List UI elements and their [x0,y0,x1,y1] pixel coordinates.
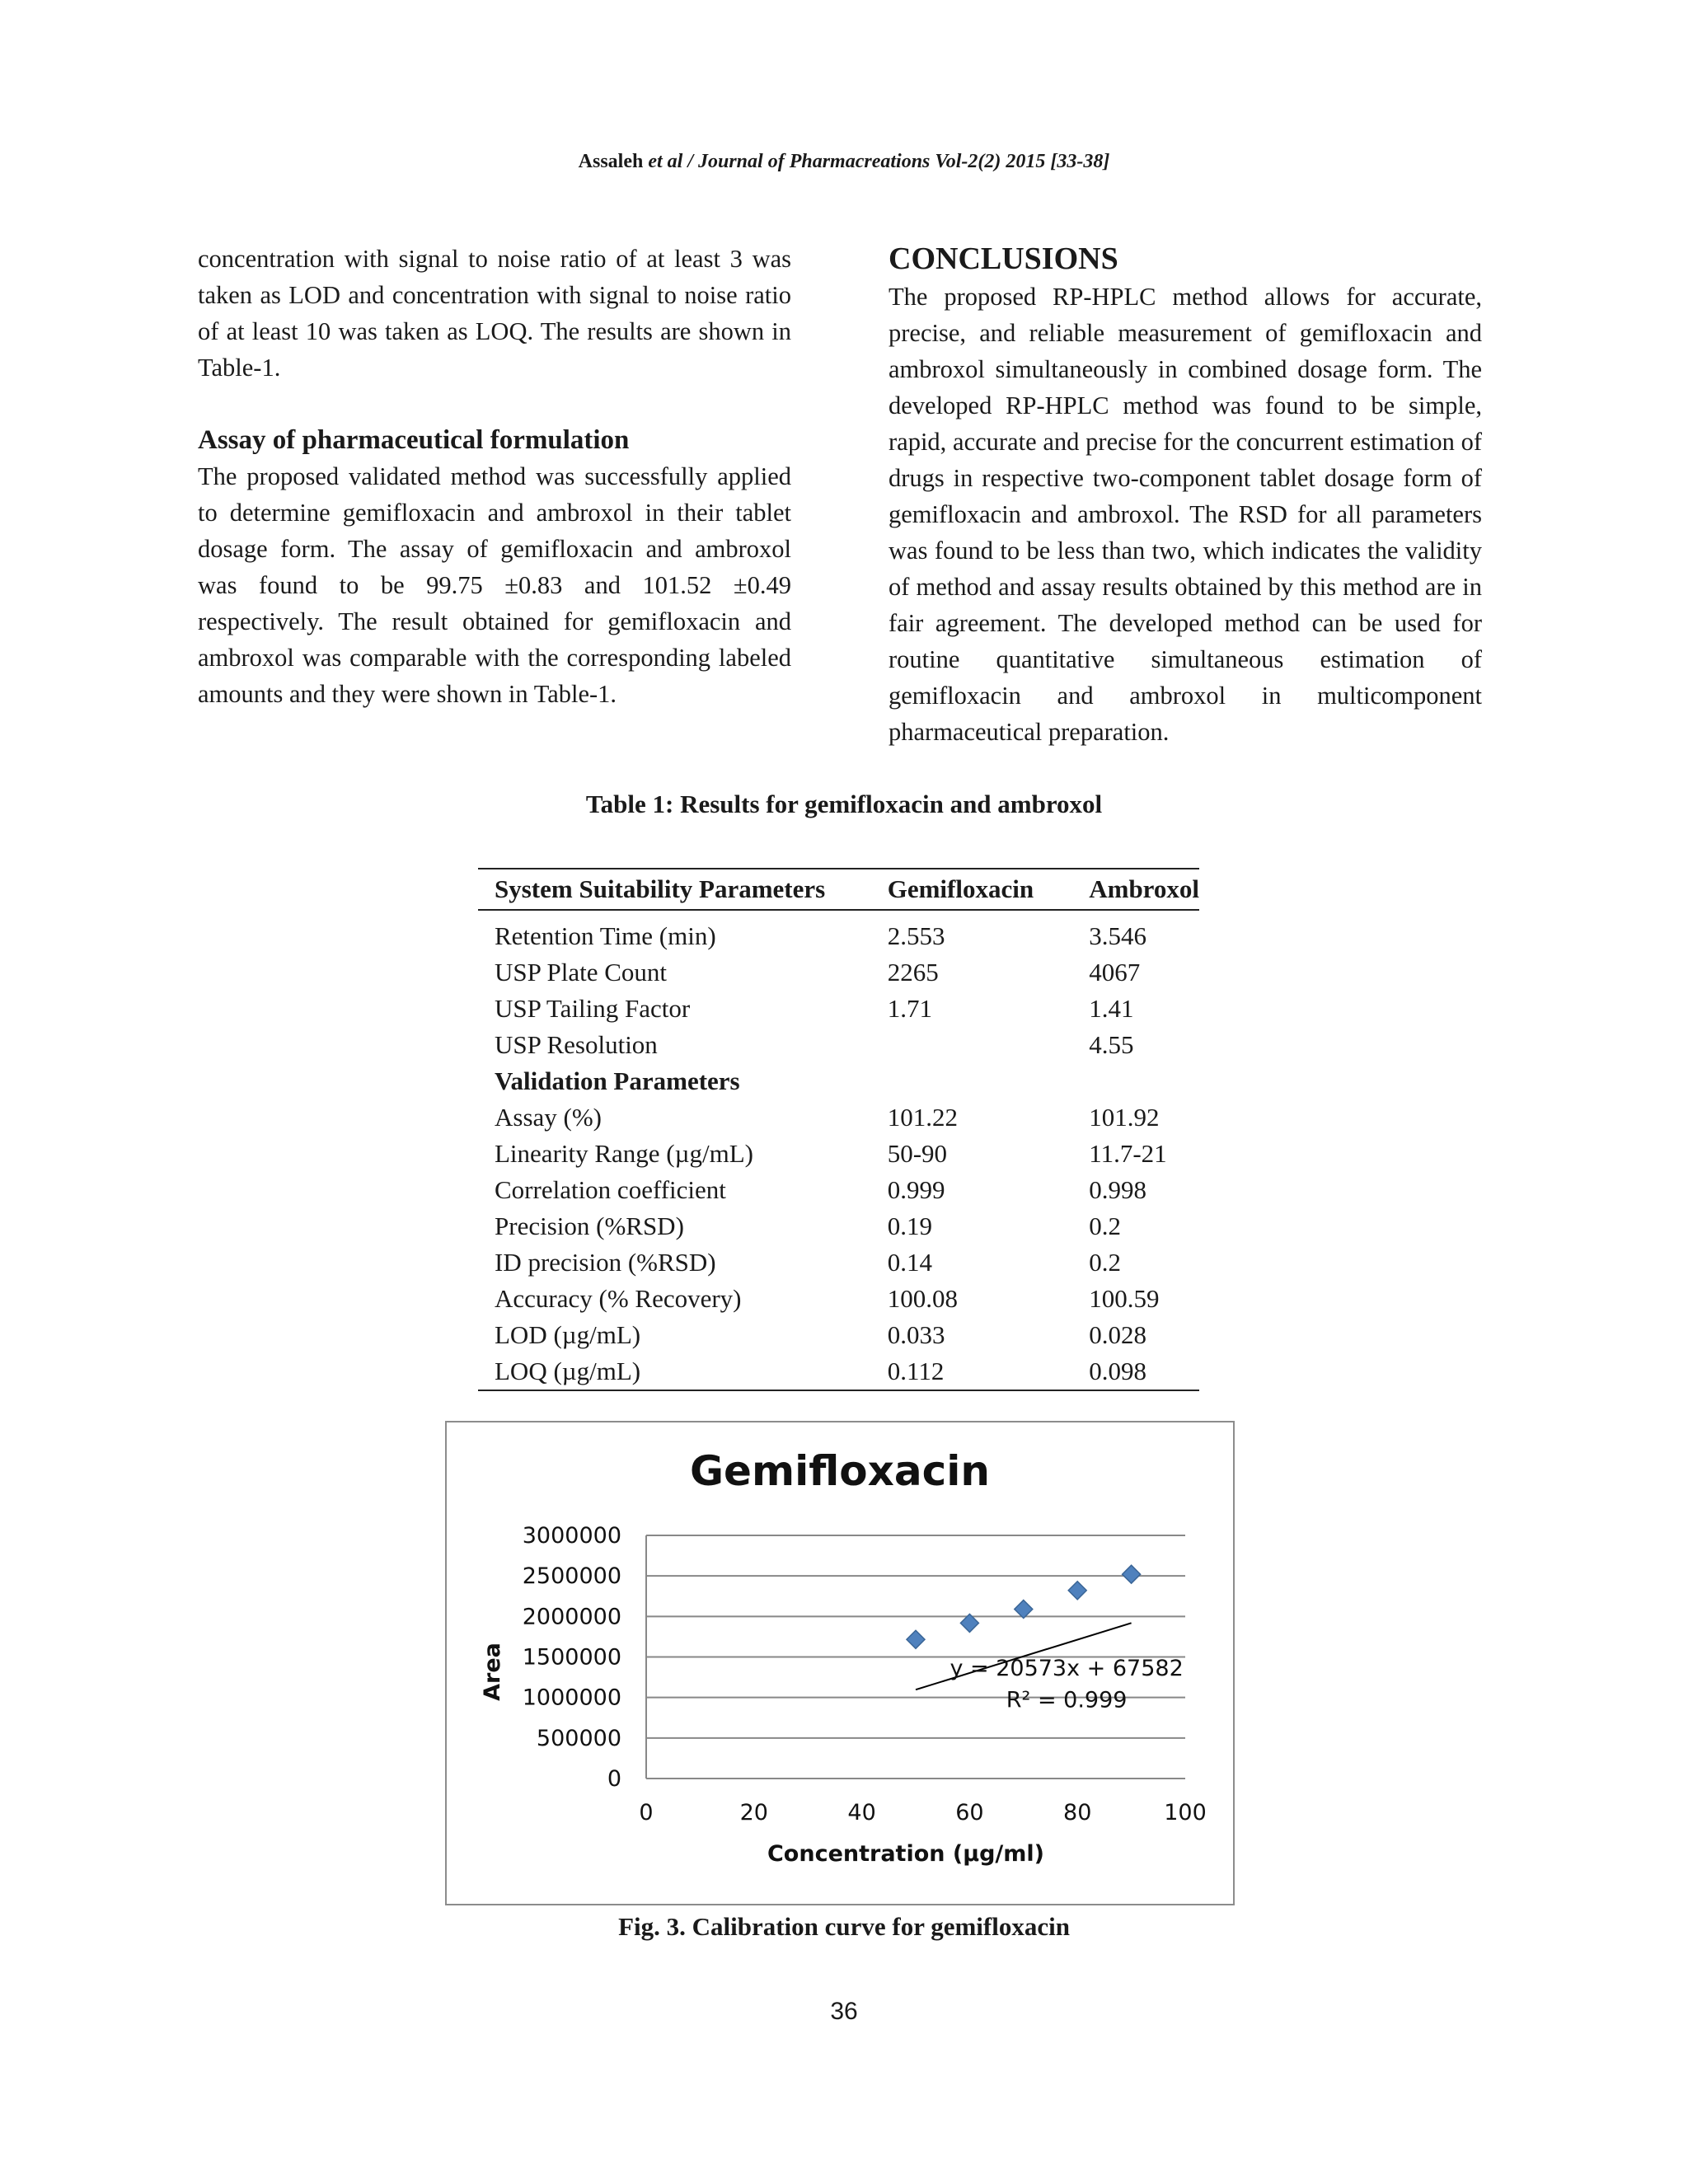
calibration-chart-frame [445,1421,1235,1905]
right-column [889,239,1482,750]
table-cell: 0.033 [887,1320,945,1349]
table-cell: 101.92 [1089,1103,1160,1132]
data-point [1123,1565,1141,1583]
table-row [478,1353,1199,1390]
validation-subheading: Validation Parameters [495,1066,740,1095]
x-tick-label: 100 [1164,1800,1207,1825]
data-point [1015,1600,1033,1618]
table-row [478,1244,1199,1281]
assay-paragraph: The proposed validated method was successfully applied to determine gemifloxacin and ambroxol in their tablet dosage form. The assay of gemifloxacin and ambroxol was found to be 99.75 ±0.83 and 101.52 ±0.49 respectively. The result obtained for gemifloxacin and ambroxol was comparable with the corresponding labeled amounts and they were shown in Table-1. [198,462,791,708]
y-tick-label: 0 [607,1766,621,1792]
conclusions-paragraph: The proposed RP-HPLC method allows for accurate, precise, and reliable measurement of gemifloxacin and ambroxol simultaneously in combined dosage form. The developed RP-HPLC method was found to be simple, rapid, accurate and precise for the concurrent estimation of drugs in respective two-component tablet dosage form of gemifloxacin and ambroxol. The RSD for all parameters was found to be less than two, which indicates the validity of method and assay results obtained by this method are in fair agreement. The developed method can be used for routine quantitative simultaneous estimation of gemifloxacin and ambroxol in multicomponent pharmaceutical preparation. [889,283,1482,746]
y-tick-label: 500000 [536,1725,621,1751]
table-cell: 4.55 [1089,1030,1134,1059]
x-tick-label: 40 [847,1800,876,1825]
table-cell: 0.999 [887,1175,945,1204]
table-cell: 0.19 [887,1212,932,1240]
table-row [478,1136,1199,1172]
y-tick-label: 2500000 [522,1563,621,1590]
table-row [478,1317,1199,1353]
table-header-cell: System Suitability Parameters [478,869,871,910]
table-cell: 3.546 [1089,921,1146,950]
table-cell: 100.08 [887,1284,958,1313]
data-point [907,1630,925,1648]
table-row [478,991,1199,1027]
table-row [478,1027,1199,1063]
table-cell: Accuracy (% Recovery) [495,1284,742,1313]
table-cell: 1.71 [887,994,932,1023]
x-tick-label: 60 [955,1800,984,1825]
y-tick-label: 3000000 [522,1523,621,1549]
trendline-equation: y = 20573x + 67582 [950,1656,1184,1682]
y-tick-label: 1500000 [522,1644,621,1671]
x-tick-label: 80 [1063,1800,1092,1825]
table-cell: 101.22 [887,1103,958,1132]
y-axis-label: Area [480,1643,505,1701]
table-cell: 1.41 [1089,994,1134,1023]
table-cell: 0.998 [1089,1175,1146,1204]
x-axis-label: Concentration (µg/ml) [767,1841,1045,1867]
calibration-chart [447,1422,1233,1904]
conclusions-heading: CONCLUSIONS [889,241,1118,276]
figure-caption: Fig. 3. Calibration curve for gemifloxacin [618,1912,1070,1941]
chart-title: Gemifloxacin [690,1447,990,1495]
intro-paragraph: concentration with signal to noise ratio of at least 3 was taken as LOD and concentration with signal to noise ratio of at least 10 was taken as LOQ. The results are shown in Table-1. [198,245,791,382]
table-cell: 0.112 [871,1353,1073,1390]
table-cell: 0.14 [887,1248,932,1277]
table-cell: Precision (%RSD) [495,1212,684,1240]
table-cell: ID precision (%RSD) [495,1248,716,1277]
table-cell: 0.028 [1089,1320,1146,1349]
table-cell: LOD (µg/mL) [495,1320,641,1349]
table-cell: USP Tailing Factor [495,994,691,1023]
x-tick-label: 20 [739,1800,768,1825]
table-header-row [478,869,1199,910]
r-squared-label: R² = 0.999 [1006,1687,1128,1713]
left-column [198,241,791,712]
table-cell: Linearity Range (µg/mL) [495,1139,753,1168]
table-subheading-row [478,1063,1199,1099]
table-header-cell: Gemifloxacin [871,869,1073,910]
table-caption: Table 1: Results for gemifloxacin and ambroxol [585,790,1103,818]
table-row [478,910,1199,954]
x-tick-label: 0 [639,1800,654,1825]
table-cell: 2.553 [887,921,945,950]
table-cell [871,1027,1073,1063]
table-cell: LOQ (µg/mL) [478,1353,871,1390]
table-row [478,1099,1199,1136]
table-cell: USP Plate Count [495,958,667,987]
table-cell: 2265 [887,958,939,987]
running-header [0,151,1688,173]
table-row [478,1208,1199,1244]
results-table [478,868,1199,1391]
table-cell: 50-90 [887,1139,948,1168]
table-cell: Correlation coefficient [495,1175,726,1204]
table-cell: 4067 [1089,958,1141,987]
assay-heading: Assay of pharmaceutical formulation [198,425,630,455]
page-number: 36 [830,1998,858,2025]
table-cell: 0.2 [1089,1248,1121,1277]
header-journal: / Journal of Pharmacreations Vol-2(2) 2015 [33-38] [687,151,1110,172]
table-row [478,1172,1199,1208]
table-cell: 11.7-21 [1089,1139,1167,1168]
table-row [478,954,1199,991]
table-cell: 0.098 [1072,1353,1199,1390]
table-cell: USP Resolution [495,1030,658,1059]
table-cell: 0.2 [1089,1212,1121,1240]
table-cell: Assay (%) [495,1103,602,1132]
data-point [1068,1582,1086,1600]
y-tick-label: 1000000 [522,1685,621,1711]
table-cell: Retention Time (min) [495,921,716,950]
table-cell: 100.59 [1089,1284,1160,1313]
header-etal: et al [648,151,683,172]
y-tick-label: 2000000 [522,1604,621,1630]
header-author: Assaleh [578,151,644,172]
table-row [478,1281,1199,1317]
table-header-cell: Ambroxol [1072,869,1199,910]
